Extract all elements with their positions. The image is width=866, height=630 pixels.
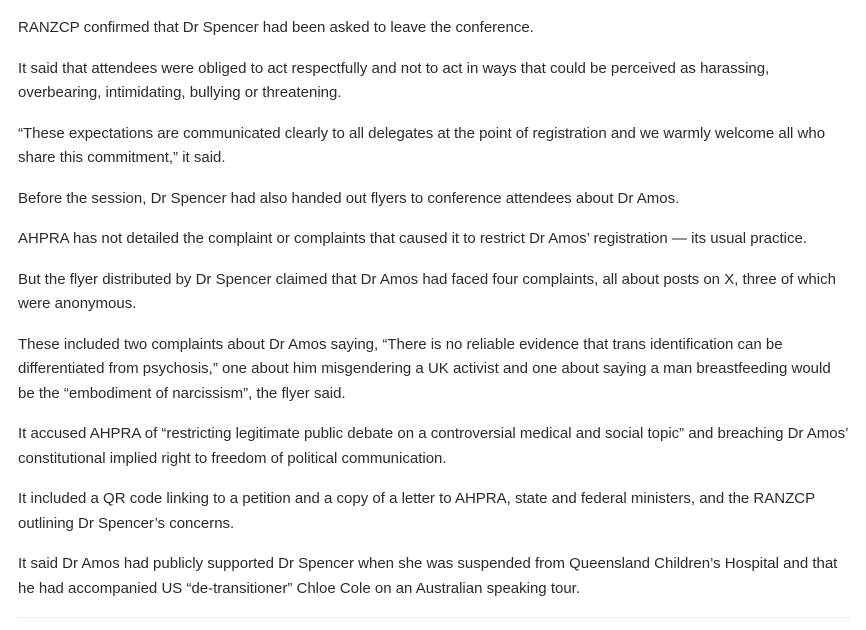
bottom-divider [18, 617, 850, 618]
article-paragraph: It included a QR code linking to a petition and a copy of a letter to AHPRA, state and federal ministers, and the RANZCP outlining Dr Spencer’s concerns. [18, 490, 815, 532]
article-paragraph: These included two complaints about Dr Amos saying, “There is no reliable evidence that trans identification can be differentiated from psychosis,” one about him misgendering a UK activist and one about saying a man breastfeeding would be the “embodiment of narcissism”, the flyer said. [18, 335, 831, 402]
article-paragraph: It said that attendees were obliged to act respectfully and not to act in ways that could be perceived as harassing, overbearing, intimidating, bullying or threatening. [18, 59, 770, 101]
article-paragraph: Before the session, Dr Spencer had also handed out flyers to conference attendees about Dr Amos. [18, 189, 680, 207]
article-paragraph: It accused AHPRA of “restricting legitimate public debate on a controversial medical and social topic” and breaching Dr Amos’ constitutional implied right to freedom of political communication. [18, 425, 848, 467]
article-body [18, 16, 850, 617]
article-paragraph: RANZCP confirmed that Dr Spencer had been asked to leave the conference. [18, 19, 534, 36]
article-paragraph: “These expectations are communicated clearly to all delegates at the point of registration and we warmly welcome all who share this commitment,” it said. [18, 124, 826, 166]
article-paragraph: But the flyer distributed by Dr Spencer claimed that Dr Amos had faced four complaints, all about posts on X, three of which were anonymous. [18, 270, 836, 312]
article-paragraph: AHPRA has not detailed the complaint or complaints that caused it to restrict Dr Amos’ registration — its usual practice. [18, 230, 807, 247]
article-paragraph: It said Dr Amos had publicly supported Dr Spencer when she was suspended from Queensland Children’s Hospital and that he had accompanied US “de-transitioner” Chloe Cole on an Australian speaking tour. [18, 555, 838, 597]
